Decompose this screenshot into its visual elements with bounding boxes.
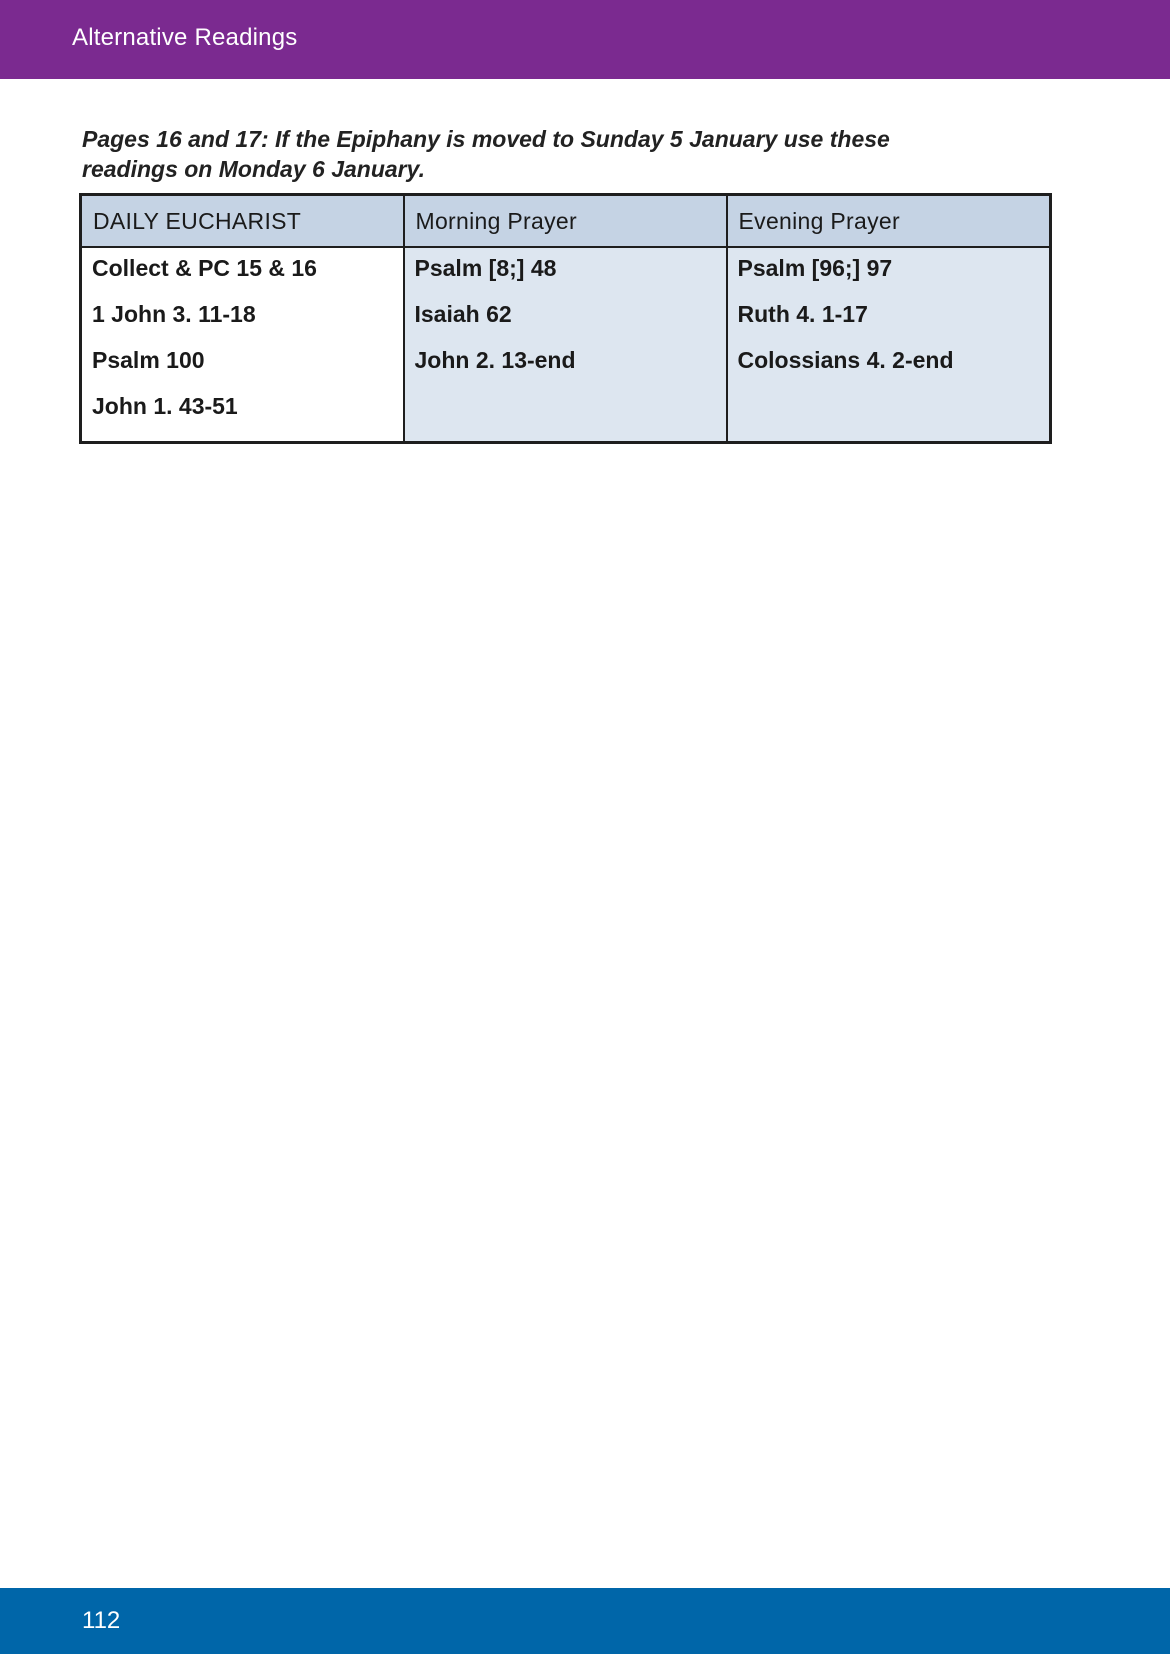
intro-note [82,124,1082,184]
header-morning-prayer: Morning Prayer [404,195,727,248]
reading-item: Isaiah 62 [414,301,512,327]
intro-line: Pages 16 and 17: If the Epiphany is moved to Sunday 5 January use these [82,126,890,152]
morning-prayer-cell [404,247,727,443]
reading-item: Psalm [8;] 48 [414,255,557,281]
reading-item: Collect & PC 15 & 16 [92,255,317,281]
reading-item: Ruth 4. 1-17 [737,301,868,327]
table-header-row [81,195,1051,248]
reading-item: John 2. 13-end [414,347,576,373]
reading-item: Psalm 100 [92,347,205,373]
header-bar [0,0,1170,79]
daily-eucharist-cell [81,247,404,443]
evening-prayer-cell [727,247,1051,443]
table-row [81,247,1051,443]
footer-bar [0,1588,1170,1654]
reading-item: 1 John 3. 11-18 [92,301,256,327]
reading-item: John 1. 43-51 [92,393,238,419]
section-title: Alternative Readings [72,24,298,51]
readings-table [79,193,1052,444]
reading-item: Psalm [96;] 97 [737,255,893,281]
header-daily-eucharist: DAILY EUCHARIST [81,195,404,248]
header-evening-prayer: Evening Prayer [727,195,1051,248]
page-number: 112 [82,1607,121,1634]
reading-item: Colossians 4. 2-end [737,347,954,373]
intro-line: readings on Monday 6 January. [82,156,425,182]
